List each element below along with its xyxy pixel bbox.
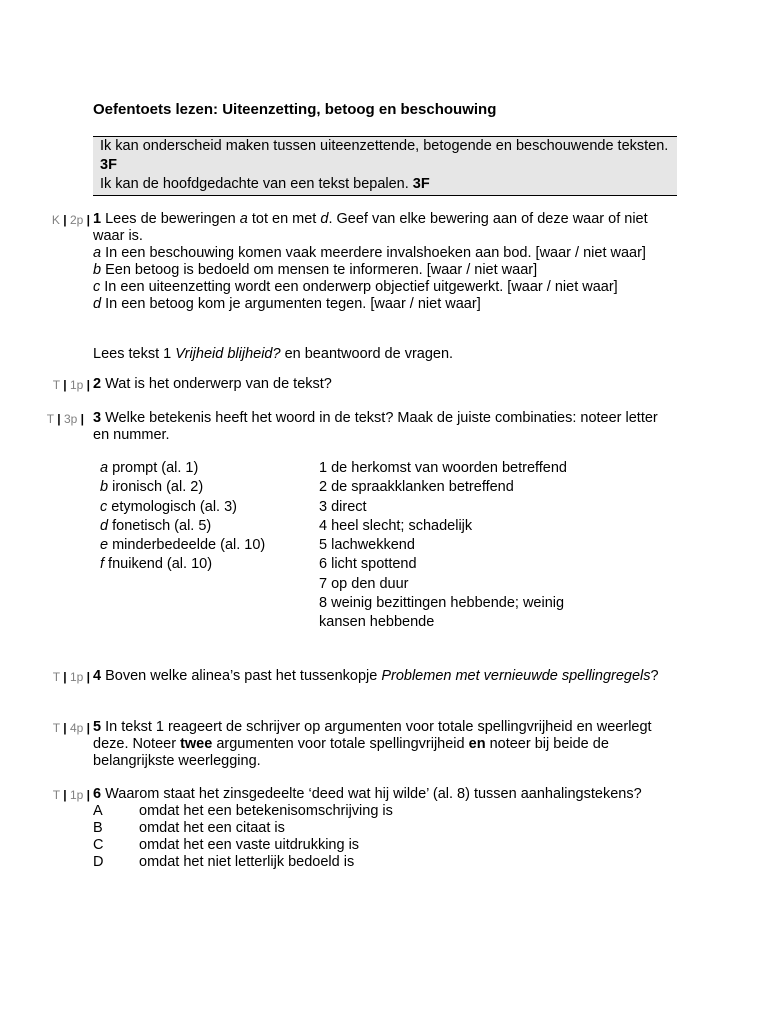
word-text: ironisch (al. 2) bbox=[108, 479, 204, 496]
matching-word bbox=[100, 459, 310, 478]
learning-goal bbox=[100, 137, 677, 175]
question-text: ? bbox=[650, 668, 659, 684]
matching-word bbox=[100, 498, 310, 517]
statement-text: In een betoog kom je argumenten tegen. [waar / niet waar] bbox=[101, 296, 481, 312]
goal-text: Ik kan de hoofdgedachte van een tekst bepalen. bbox=[100, 176, 409, 192]
matching-meaning: 4 heel slecht; schadelijk bbox=[319, 517, 473, 534]
meta-separator: | bbox=[86, 788, 90, 802]
matching-meaning: 5 lachwekkend bbox=[319, 537, 415, 554]
question-2 bbox=[52, 376, 673, 393]
goal-text: Ik kan onderscheid maken tussen uiteenzettende, betogende en beschouwende teksten. bbox=[100, 138, 669, 154]
meta-separator: | bbox=[57, 412, 61, 426]
question-1 bbox=[51, 211, 673, 313]
answer-option bbox=[93, 820, 673, 837]
question-number: 6 bbox=[93, 786, 102, 802]
question-category: K bbox=[51, 213, 60, 227]
instruction-text: Lees tekst 1 bbox=[93, 346, 176, 362]
question-meta bbox=[53, 721, 90, 735]
question-text: . Geef van elke bewering aan of deze waar of niet waar is. bbox=[93, 211, 648, 244]
matching-meanings bbox=[319, 459, 609, 633]
question-category: T bbox=[46, 412, 54, 426]
matching-meaning: kansen hebbende bbox=[319, 614, 435, 631]
question-meta bbox=[53, 788, 90, 802]
statement-letter: b bbox=[93, 262, 102, 278]
matching-meaning: 1 de herkomst van woorden betreffend bbox=[319, 460, 568, 476]
matching-meaning: 3 direct bbox=[319, 498, 367, 515]
matching-meaning: 7 op den duur bbox=[319, 575, 409, 592]
question-5 bbox=[52, 719, 673, 770]
option-text: omdat het niet letterlijk bedoeld is bbox=[139, 854, 355, 870]
matching-word bbox=[100, 555, 310, 574]
question-text: Lees de beweringen bbox=[105, 211, 240, 227]
learning-goal bbox=[100, 175, 677, 194]
word-text: prompt (al. 1) bbox=[108, 460, 199, 476]
learning-goals-box bbox=[93, 136, 677, 196]
question-text-italic: a bbox=[239, 211, 248, 227]
question-text: Boven welke alinea’s past het tussenkopje bbox=[105, 668, 382, 684]
question-points: 1p bbox=[69, 378, 84, 392]
question-points: 2p bbox=[69, 213, 84, 227]
meta-separator: | bbox=[86, 721, 90, 735]
goal-level: 3F bbox=[100, 157, 117, 173]
statement-item bbox=[93, 262, 673, 279]
text-title: Vrijheid blijheid? bbox=[175, 346, 281, 362]
question-text-bold: twee bbox=[180, 736, 213, 752]
statement-item bbox=[93, 245, 673, 262]
matching-meaning: 6 licht spottend bbox=[319, 556, 417, 573]
question-meta bbox=[47, 412, 84, 426]
statement-letter: d bbox=[93, 296, 102, 312]
question-meta bbox=[52, 213, 90, 227]
question-number: 2 bbox=[93, 376, 102, 392]
question-category: T bbox=[52, 670, 60, 684]
meta-separator: | bbox=[63, 670, 67, 684]
question-text-bold: en bbox=[468, 736, 486, 752]
option-letter: D bbox=[93, 854, 104, 870]
reading-instruction bbox=[93, 346, 673, 363]
question-text-italic: d bbox=[320, 211, 329, 227]
question-points: 1p bbox=[69, 788, 84, 802]
question-3 bbox=[46, 410, 673, 444]
meta-separator: | bbox=[86, 378, 90, 392]
question-points: 1p bbox=[69, 670, 84, 684]
option-text: omdat het een betekenisomschrijving is bbox=[139, 803, 393, 819]
option-letter: A bbox=[93, 803, 103, 819]
question-meta bbox=[53, 378, 90, 392]
subheading-quote: Problemen met vernieuwde spellingregels bbox=[381, 668, 651, 684]
option-letter: B bbox=[93, 820, 103, 836]
meta-separator: | bbox=[86, 670, 90, 684]
statement-item bbox=[93, 296, 673, 313]
question-points: 3p bbox=[63, 412, 78, 426]
matching-words bbox=[100, 459, 310, 575]
answer-option bbox=[93, 837, 673, 854]
word-letter: e bbox=[100, 537, 109, 554]
matching-word bbox=[100, 478, 310, 497]
word-letter: f bbox=[100, 556, 105, 573]
question-text: In tekst 1 reageert de schrijver op argumenten voor totale spellingvrijheid en weerlegt deze. Noteer bbox=[93, 719, 652, 752]
word-letter: c bbox=[100, 498, 108, 515]
matching-meaning: 8 weinig bezittingen hebbende; weinig bbox=[319, 595, 565, 612]
question-text: Waarom staat het zinsgedeelte ‘deed wat hij wilde’ (al. 8) tussen aanhalingstekens? bbox=[105, 786, 642, 802]
answer-option bbox=[93, 854, 673, 871]
statement-text: Een betoog is bedoeld om mensen te informeren. [waar / niet waar] bbox=[101, 262, 538, 278]
meta-separator: | bbox=[63, 721, 67, 735]
matching-word bbox=[100, 517, 310, 536]
word-letter: b bbox=[100, 479, 109, 496]
matching-word bbox=[100, 536, 310, 555]
question-meta bbox=[53, 670, 90, 684]
question-text: Wat is het onderwerp van de tekst? bbox=[105, 376, 332, 392]
goal-level: 3F bbox=[412, 176, 430, 192]
question-number: 5 bbox=[93, 719, 102, 735]
word-text: fonetisch (al. 5) bbox=[108, 517, 212, 534]
question-number: 4 bbox=[93, 668, 102, 684]
word-letter: a bbox=[100, 460, 109, 476]
statement-text: In een beschouwing komen vaak meerdere invalshoeken aan bod. [waar / niet waar] bbox=[101, 245, 646, 261]
question-text: argumenten voor totale spellingvrijheid bbox=[212, 736, 469, 752]
page-title: Oefentoets lezen: Uiteenzetting, betoog en beschouwing bbox=[93, 101, 497, 118]
answer-option bbox=[93, 803, 673, 820]
question-category: T bbox=[52, 721, 60, 735]
statement-letter: a bbox=[93, 245, 102, 261]
question-number: 3 bbox=[93, 410, 102, 426]
question-number: 1 bbox=[93, 211, 102, 227]
meta-separator: | bbox=[63, 213, 67, 227]
option-letter: C bbox=[93, 837, 104, 853]
question-4 bbox=[52, 668, 673, 685]
meta-separator: | bbox=[63, 788, 67, 802]
matching-meaning: 2 de spraakklanken betreffend bbox=[319, 479, 514, 496]
option-text: omdat het een vaste uitdrukking is bbox=[139, 837, 360, 853]
question-text: noteer bij beide de belangrijkste weerlegging. bbox=[93, 736, 609, 769]
word-letter: d bbox=[100, 517, 109, 534]
question-text: Welke betekenis heeft het woord in de tekst? Maak de juiste combinaties: noteer letter en nummer. bbox=[93, 410, 658, 443]
question-category: T bbox=[52, 788, 60, 802]
meta-separator: | bbox=[80, 412, 84, 426]
question-text: tot en met bbox=[247, 211, 321, 227]
statement-item bbox=[93, 279, 673, 296]
instruction-text: en beantwoord de vragen. bbox=[280, 346, 454, 362]
statement-letter: c bbox=[93, 279, 101, 295]
question-6 bbox=[52, 786, 673, 871]
word-text: etymologisch (al. 3) bbox=[107, 498, 237, 515]
statement-text: In een uiteenzetting wordt een onderwerp objectief uitgewerkt. [waar / niet waar] bbox=[100, 279, 618, 295]
question-category: T bbox=[52, 378, 60, 392]
word-text: minderbedeelde (al. 10) bbox=[108, 537, 266, 554]
word-text: fnuikend (al. 10) bbox=[104, 556, 213, 573]
question-points: 4p bbox=[69, 721, 84, 735]
option-text: omdat het een citaat is bbox=[139, 820, 285, 836]
meta-separator: | bbox=[86, 213, 90, 227]
meta-separator: | bbox=[63, 378, 67, 392]
